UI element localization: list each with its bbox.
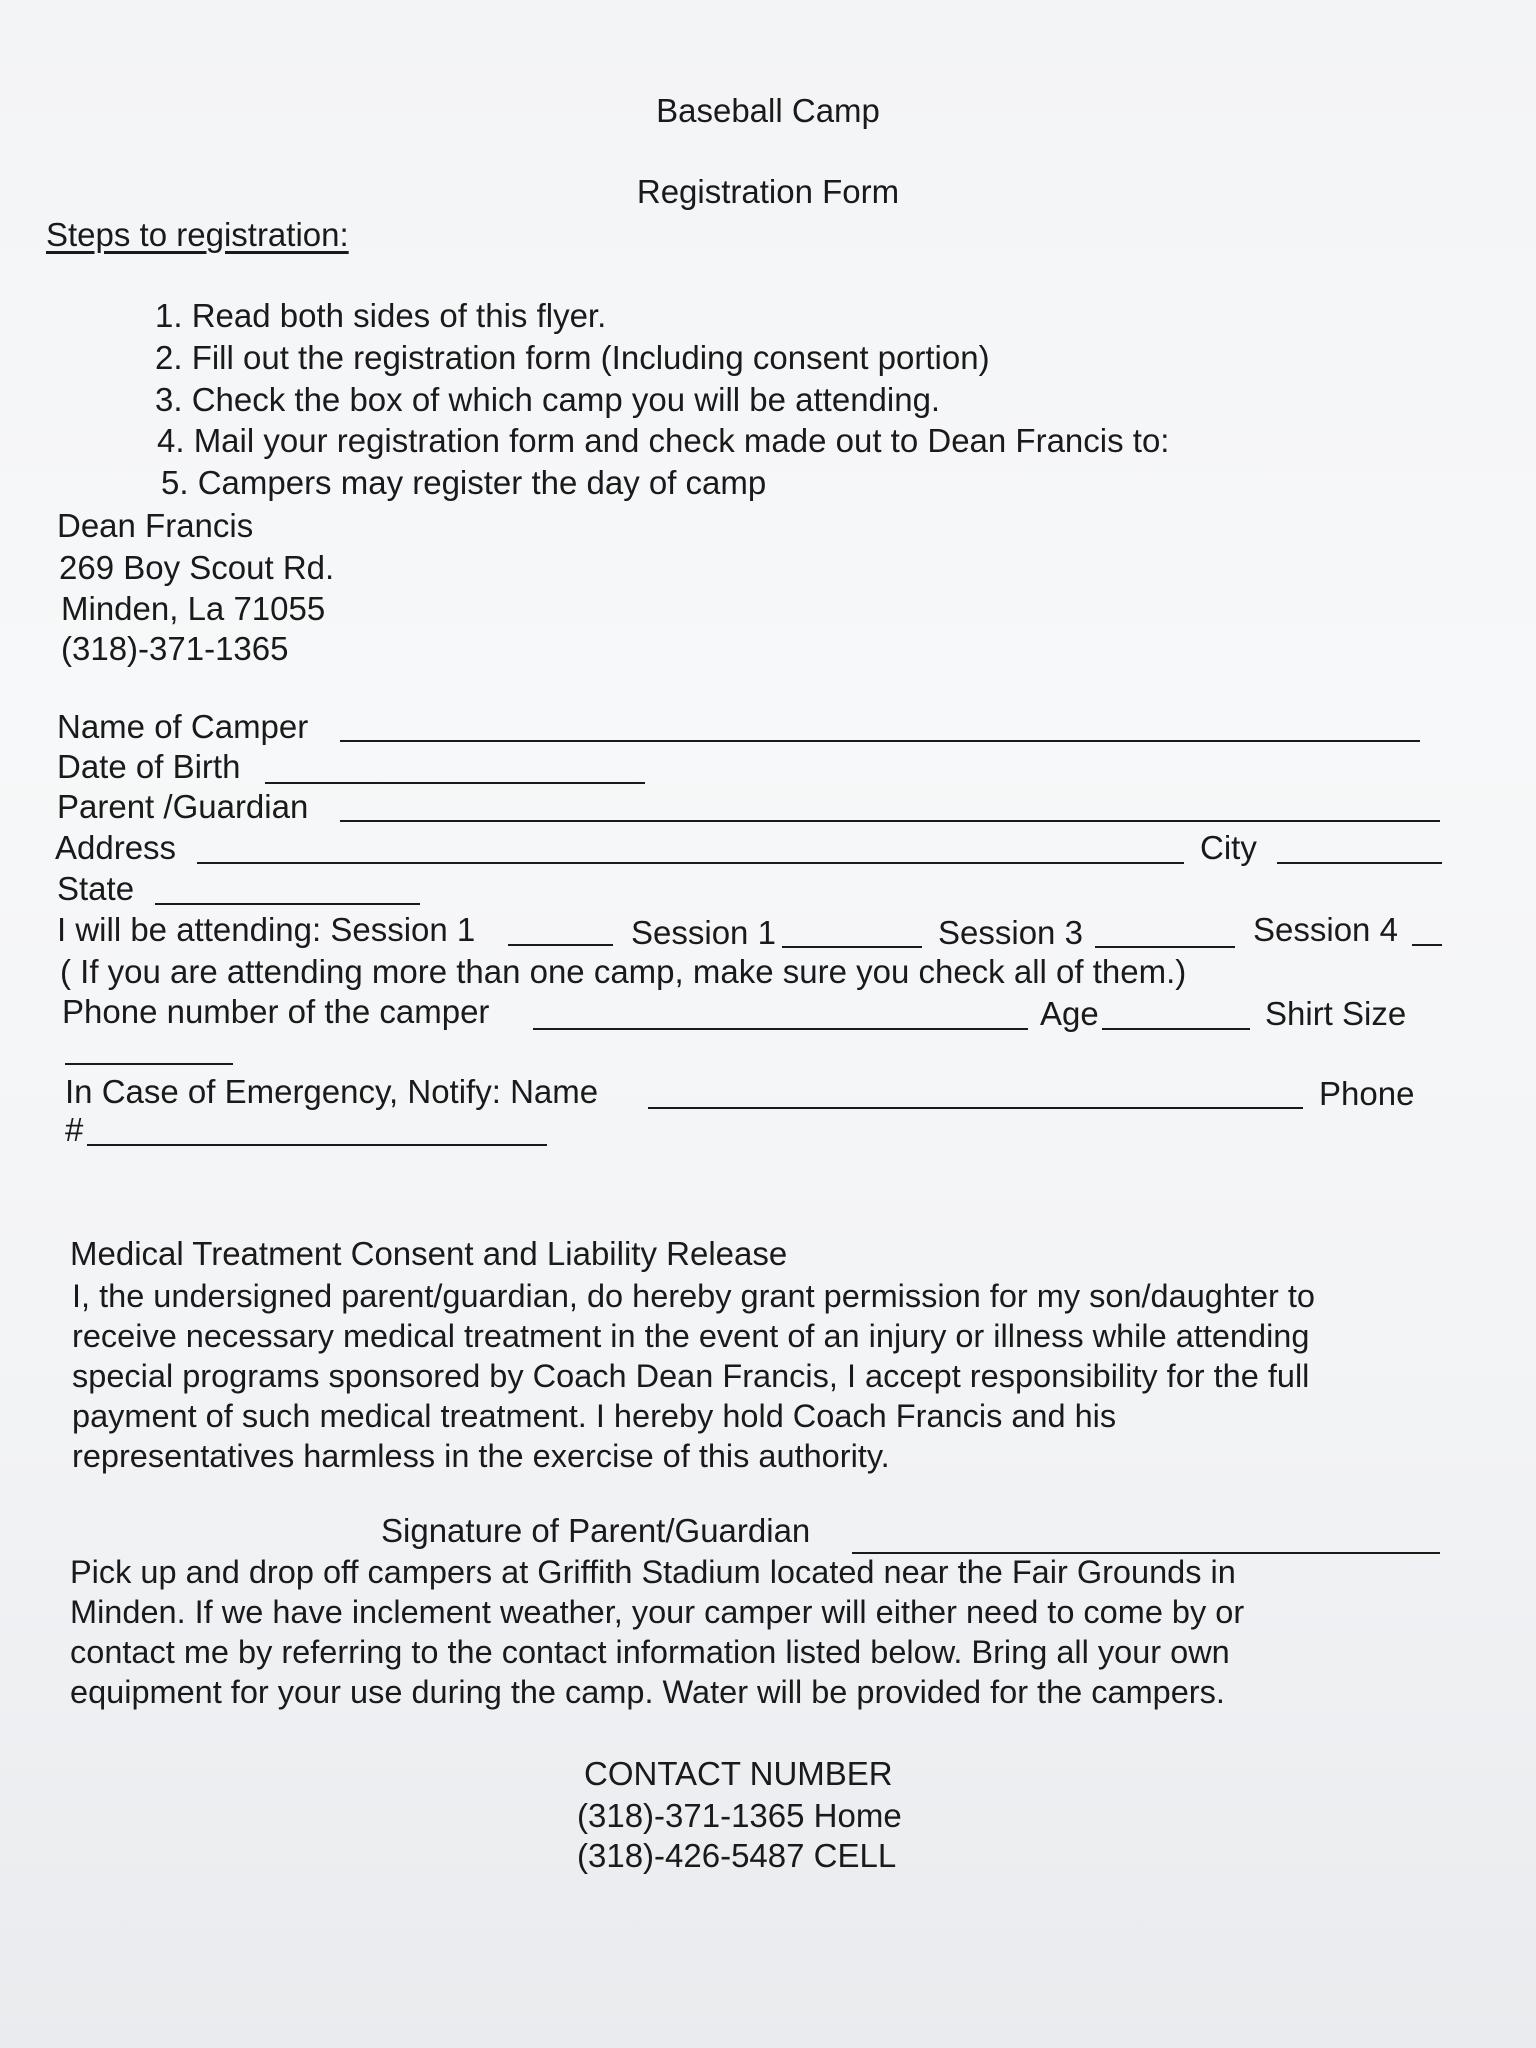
session-4-checkbox-line[interactable] — [1412, 944, 1442, 946]
step-1: 1. Read both sides of this flyer. — [155, 297, 607, 334]
signature-label: Signature of Parent/Guardian — [381, 1512, 811, 1549]
session-1b-checkbox-line[interactable] — [782, 946, 922, 948]
emergency-name-field[interactable] — [648, 1107, 1303, 1109]
age-field[interactable] — [1102, 1028, 1250, 1030]
consent-line: receive necessary medical treatment in the event of an injury or illness while attending — [72, 1318, 1310, 1354]
emergency-hash-label: # — [65, 1111, 84, 1148]
parent-guardian-label: Parent /Guardian — [57, 788, 309, 825]
city-label: City — [1200, 829, 1257, 866]
step-4: 4. Mail your registration form and check made out to Dean Francis to: — [157, 422, 1170, 459]
attending-label: I will be attending: Session 1 — [57, 911, 476, 948]
mailing-phone: (318)-371-1365 — [61, 630, 289, 667]
phone-of-camper-label: Phone number of the camper — [62, 993, 490, 1030]
consent-heading: Medical Treatment Consent and Liability Release — [70, 1235, 788, 1272]
mailing-street: 269 Boy Scout Rd. — [59, 549, 335, 586]
shirt-size-label: Shirt Size — [1265, 995, 1407, 1032]
mailing-city-state-zip: Minden, La 71055 — [61, 590, 326, 627]
age-label: Age — [1040, 995, 1099, 1032]
consent-line: payment of such medical treatment. I hereby hold Coach Francis and his — [72, 1398, 1117, 1434]
pickup-line: contact me by referring to the contact information listed below. Bring all your own — [70, 1634, 1230, 1670]
date-of-birth-label: Date of Birth — [57, 748, 241, 785]
emergency-name-label: In Case of Emergency, Notify: Name — [65, 1073, 599, 1110]
session-3-checkbox-line[interactable] — [1095, 946, 1235, 948]
city-field[interactable] — [1277, 862, 1442, 864]
consent-line: special programs sponsored by Coach Dean Francis, I accept responsibility for the full — [72, 1358, 1310, 1394]
contact-heading: CONTACT NUMBER — [584, 1755, 893, 1792]
state-label: State — [57, 870, 135, 907]
phone-of-camper-field[interactable] — [533, 1028, 1028, 1030]
pickup-line: equipment for your use during the camp. Water will be provided for the campers. — [70, 1674, 1225, 1710]
form-subtitle: Registration Form — [636, 173, 900, 210]
date-of-birth-field[interactable] — [265, 782, 645, 784]
step-5: 5. Campers may register the day of camp — [161, 464, 767, 501]
parent-guardian-field[interactable] — [340, 820, 1440, 822]
step-3: 3. Check the box of which camp you will be attending. — [155, 381, 941, 418]
contact-cell: (318)-426-5487 CELL — [577, 1837, 897, 1874]
form-title: Baseball Camp — [656, 92, 880, 129]
mailing-name: Dean Francis — [57, 507, 254, 544]
address-field[interactable] — [197, 862, 1184, 864]
session-3-label: Session 3 — [938, 914, 1083, 951]
consent-paragraph — [72, 1276, 1315, 1476]
steps-heading: Steps to registration: — [46, 216, 349, 253]
shirt-size-field[interactable] — [65, 1063, 233, 1065]
name-of-camper-field[interactable] — [340, 740, 1420, 742]
name-of-camper-label: Name of Camper — [57, 708, 309, 745]
contact-home: (318)-371-1365 Home — [577, 1797, 902, 1834]
pickup-line: Pick up and drop off campers at Griffith Stadium located near the Fair Grounds in — [70, 1554, 1236, 1590]
consent-line: representatives harmless in the exercise of this authority. — [72, 1438, 890, 1474]
pickup-line: Minden. If we have inclement weather, your camper will either need to come by or — [70, 1594, 1245, 1630]
emergency-phone-field[interactable] — [87, 1144, 547, 1146]
consent-line: I, the undersigned parent/guardian, do hereby grant permission for my son/daughter to — [72, 1278, 1315, 1314]
attending-note: ( If you are attending more than one camp, make sure you check all of them.) — [60, 953, 1187, 990]
session-1b-label: Session 1 — [631, 914, 776, 951]
pickup-paragraph — [70, 1552, 1244, 1712]
session-1-checkbox-line[interactable] — [508, 944, 613, 946]
emergency-phone-label: Phone — [1319, 1075, 1415, 1112]
state-field[interactable] — [155, 903, 420, 905]
session-4-label: Session 4 — [1253, 911, 1398, 948]
step-2: 2. Fill out the registration form (Including consent portion) — [155, 339, 990, 376]
address-label: Address — [55, 829, 177, 866]
